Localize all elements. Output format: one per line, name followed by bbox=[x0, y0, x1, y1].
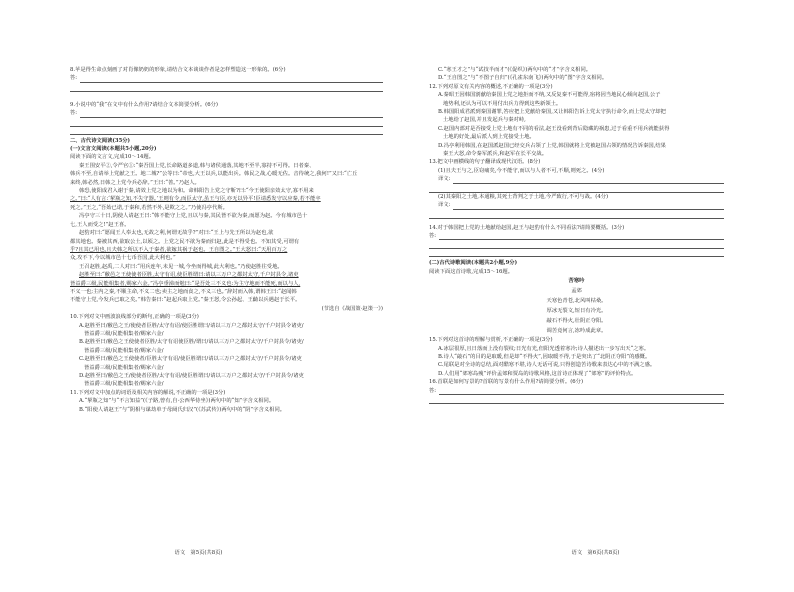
question-8: 8.苹是得生命点刻画了对肖像奶奶的形象,请结合文本谈谈作者是怎样塑造这一形象的。(6分) bbox=[70, 67, 286, 73]
passage-line: 赵胜至曰:“敝邑之王使使者臣胜,太守有诏,使臣胜谓曰:请以三万户之都封太守,千户封县令,诸吏 bbox=[79, 272, 299, 279]
poem-title: 苦寒吟 bbox=[568, 278, 585, 285]
answer-line[interactable] bbox=[70, 83, 383, 92]
poem-line: 天寒色青苍,北风叫枯桑。 bbox=[546, 298, 607, 305]
question-13: 13.把文中画横线的句子翻译成现代汉语。(8分) bbox=[429, 159, 541, 166]
passage-line: 众,攻不下,今以城市邑十七币吾国,此大利也。” bbox=[70, 255, 176, 262]
passage-line: 皆益爵三级,民能相集者,赐家六金。”冯亭垂涕而勉曰:“是吾处三不义也:为主守地而不能死,而以与人, bbox=[70, 280, 301, 287]
option-b[interactable]: B.赵胜至曰/敝邑之王使使者臣胜/太守有诏使臣胜/谓曰/请以三万户之都封太守/千户封县令/诸吏/ bbox=[79, 339, 304, 346]
passage-line: 秦王围安平②,令严官①:“秦吾国上党,长命路道多道,韩与诸侯通落,其地不至半,寡持不可得。日者秦、 bbox=[79, 162, 315, 169]
question-9: 9.小说中的“我”在文中有什么作用?请结合文本简要分析。(6分) bbox=[70, 101, 218, 108]
poem-line: 厚冰无裂文,短日有冷光。 bbox=[546, 308, 607, 315]
passage-line: 韩兵不至,自请举上党献之王。地二城?”公等曰:“帝也,大王以兵,以能出兵。韩民之战,心暖无佐。音待统之,我何!”又曰:“亡丘 bbox=[70, 171, 358, 178]
option-c[interactable]: C.尾联是对全诗的总结,面对酷寒不堪,诗人无话可说,只得创造苦诗歌来表达心中的不满之感。 bbox=[438, 362, 656, 369]
option-d[interactable]: D.冯亭利用韩国,在赵国派赵国已经交兵占领了上党,韩国就将上党被赵国占领的情况告诉秦国,结果 bbox=[438, 142, 666, 149]
option-c[interactable]: C.赵胜至曰/敝邑之王使使者/臣胜太守有诏/使臣胜谓曰/请以三万户之都封太守/千户封县令/诸吏 bbox=[79, 356, 302, 363]
option-c[interactable]: C.“寒王才之”与“试技半而才”(《促织》)两句中的“才”字含义相同。 bbox=[438, 67, 592, 73]
answer-line[interactable] bbox=[70, 118, 383, 127]
option-d[interactable]: D.“王自图之”与“不图子自归”(《孔雀东南飞》)两句中的“图”字含义相同。 bbox=[438, 75, 608, 82]
question-10: 10.下列对文中画波浪线部分的断句,正确的一项是(3分) bbox=[70, 314, 199, 321]
passage-line: 赵豹对曰:“愿闻王人奉太也,无故之利,何谓无故乎?”对曰:“王上与先王所以为赵也,欲 bbox=[79, 230, 274, 237]
option-a[interactable]: A.秦昭王因韩国割献给秦国上党之地拒而不纳,又反复秦不可能得,宿将因当地民心倾向赵国,公子 bbox=[438, 92, 661, 99]
right-page bbox=[397, 0, 794, 592]
passage-source: (节选自《战国策·赵策一》) bbox=[321, 305, 383, 312]
passage-line: 死之。”王之,“吾始已诺,于秦和,若然不外,是欺之之。”乃使冯亭代斯。 bbox=[70, 204, 228, 211]
translation-line[interactable] bbox=[429, 201, 724, 209]
passage-line: 七,王人而受之!”赵王喜。 bbox=[70, 221, 130, 228]
poem-line: 敲石不得火,壮阴正夺阳。 bbox=[546, 318, 607, 325]
translation-item-1: (1)且夫王与之,臣窃痛矣,今不能守,而以与人者不可,不顺,则死之。(4分) bbox=[438, 167, 605, 174]
answer-line[interactable] bbox=[429, 395, 724, 404]
answer-line[interactable] bbox=[429, 210, 724, 219]
classical-passage bbox=[70, 162, 383, 305]
option-a[interactable]: A.赵胜至曰/敝邑之王/使使者臣胜/太守有诏/使臣胜谓曰/请以三万户之都封太守/千户封县令诸吏/ bbox=[79, 322, 304, 329]
page-footer: 语文 第5页(共8页) bbox=[174, 550, 223, 556]
translation-item-2: (2)其秦阳之土地,本通粮,其死土背判之于土地,今严致行,不可与战。(4分) bbox=[438, 193, 609, 200]
option-b-cont: 土地给了赵国,并且发起兵与秦对峙, bbox=[443, 117, 526, 124]
question-14: 14.对于韩国把上党的土地献给赵国,赵王与赵豹有什么不同看法?请简要概括。(3分) bbox=[429, 224, 625, 231]
passage-line: 韩恐,使阳成君入谢于秦,请效上党之地以为和。命韩阳告上党之守靳?曰:“今王使阳亲效太守,寡不用来 bbox=[79, 188, 314, 195]
section-heading: 二、古代诗文阅读(35分) bbox=[70, 137, 131, 144]
option-b-cont: 皆益爵三级/民能相集者/赐家六金/ bbox=[84, 347, 164, 354]
reading-instructions: 阅读下面的文言文,完成10～14题。 bbox=[70, 154, 155, 161]
option-d[interactable]: D.人们用“郊寒岛瘦”评价孟郊和贾岛的诗歌风格,这首诗正体现了“郊寒”的评价特点。 bbox=[438, 370, 637, 377]
passage-line: 冯亭守三十日,阴使人请赵王曰:“韩不能守上党,且以与秦,其民皆不欲为秦,而愿为赵。今有城市邑十 bbox=[79, 213, 308, 220]
passage-line: 不义一也;主内之秦,不顺主命,不义二也;卖主之地而食之,不义三也。”辞封而入韩,谓韩王曰:“赵闻韩 bbox=[70, 288, 297, 295]
answer-label: 答: bbox=[70, 110, 78, 117]
answer-line[interactable] bbox=[429, 184, 724, 193]
passage-line: 之。”曰:“人有言:‘挈瓶之知,不失守器。’王则有令,而臣太守,虽王与臣,亦无以异平!臣请悉发守以应秦,若不能卒 bbox=[70, 196, 321, 203]
divider bbox=[429, 256, 724, 257]
answer-label: 答: bbox=[429, 232, 437, 239]
answer-label: 答: bbox=[70, 75, 78, 82]
subsection-heading: (一)文言文阅读(本题共5小题,20分) bbox=[70, 146, 157, 153]
option-a[interactable]: A.“挈瓶之知”与“不言知益”(《子路,曾有,自·公西华侍坐》)两句中的“知”字含义相同。 bbox=[79, 398, 275, 405]
subsection-heading: (二)古代诗歌阅读(本题共2小题,9分) bbox=[429, 260, 518, 267]
option-d-cont: 秦王大怒,命令秦军派兵,和赵军在长平交战。 bbox=[443, 151, 548, 158]
option-b[interactable]: B.诗人“敲石”的目的是取暖,但是却“不得火”,因取暖不得,于是突出了“北阴正夺阳”的感慨。 bbox=[438, 353, 651, 360]
answer-label: 答: bbox=[429, 387, 437, 394]
passage-line: 都其地也。秦被其西,欲取公土,以顷之。上党之民不欲为秦而归赵,此是不得受也。不知其受,可谓有 bbox=[70, 238, 300, 245]
poem-author: 孟郊 bbox=[571, 288, 582, 295]
option-d-cont: 皆益爵三级/民能相集者/赐家六金/ bbox=[84, 381, 164, 388]
option-d[interactable]: D.赵胜至曰/敝邑之王/使使者臣胜/太守有诏/使臣胜谓曰/请以三万户之都封太守/千户封县令/诸吏 bbox=[79, 373, 304, 379]
answer-line-14[interactable] bbox=[429, 232, 724, 240]
answer-line[interactable] bbox=[429, 240, 724, 249]
question-16: 16.首联是如何写景的?首联的写景有什么作用?请简要分析。(6分) bbox=[429, 379, 584, 386]
option-c[interactable]: C.赵国内部对是否接受上党土地有不同的看法,赵王没看到背后隐藏的祸患,过于看重不用兵就能获得 bbox=[438, 125, 670, 132]
answer-line-9[interactable] bbox=[70, 109, 383, 117]
passage-line: 王召赵胜,赵禹,二人对曰:“用兵连年,未见一城,今坐而得城,此大利也。”乃使赵胜往受地。 bbox=[79, 263, 283, 270]
passage-line: 来终,韩必然,日韩之上党今兵必辞。”王曰:“善。”乃赵人。 bbox=[70, 179, 200, 186]
question-12: 12.下列对原文有关内容的概述,不正确的一项是(3分) bbox=[429, 83, 553, 90]
question-11: 11.下列对文中加点的词语及相关内容的解说,不正确的一项是(3分) bbox=[70, 389, 226, 396]
option-c-cont: 土地的好处,最后派人到上党接受土地。 bbox=[443, 134, 535, 141]
option-a-cont: 地势利,还认为可以不用付出兵力得到这些新领土。 bbox=[443, 100, 562, 107]
passage-line: 不能守上党,今发兵已取之矣。”韩告秦曰:“赵起兵取上党。”秦王怒,令公孙起、王齮以兵遇赵于长平。 bbox=[70, 297, 301, 304]
answer-line-16[interactable] bbox=[429, 387, 724, 395]
divider bbox=[70, 134, 383, 135]
option-b[interactable]: B.“阳使人请赵王”与“阴相与谋劫单于母阏氏归汉”(《苏武传》)两句中的“阴”字含义相同。 bbox=[79, 406, 286, 413]
translation-line[interactable] bbox=[429, 175, 724, 183]
option-a[interactable]: A.冰层很厚,且日落而上没有裂纹;日光有光,但阳光透着寒冷;诗人描述出一步写出天“之寒。 bbox=[438, 345, 650, 352]
passage-line: 乎?且其已用也,且夫韩之所以不入于秦者,欲嫁其祸于赵也。王自图之。”王大怒曰:“天用百万之 bbox=[70, 246, 288, 253]
page-footer: 语文 第6页(共8页) bbox=[571, 550, 620, 556]
translation-label: 译文: bbox=[438, 176, 451, 183]
answer-line-8[interactable] bbox=[70, 74, 383, 82]
question-15: 15.下列对这首诗的理解与赏析,不正确的一项是(3分) bbox=[429, 337, 553, 344]
option-c-cont: 皆益爵三级/民能相集者/赐家六金/ bbox=[84, 364, 164, 371]
option-a-cont: 皆益爵三级/民能相集者/赐家六金/ bbox=[84, 330, 164, 337]
option-b[interactable]: B.韩国阳成君派到秦国谢罪,答应把上党献给秦国,又让韩阳告诉上党太守执行命令,而上党太守却把 bbox=[438, 109, 666, 116]
translation-label: 译文: bbox=[438, 202, 451, 209]
poem-line: 调苦竟何言,冻吟成此章。 bbox=[546, 328, 607, 335]
reading-instructions: 阅读下面这首诗歌,完成15～16题。 bbox=[429, 268, 514, 275]
